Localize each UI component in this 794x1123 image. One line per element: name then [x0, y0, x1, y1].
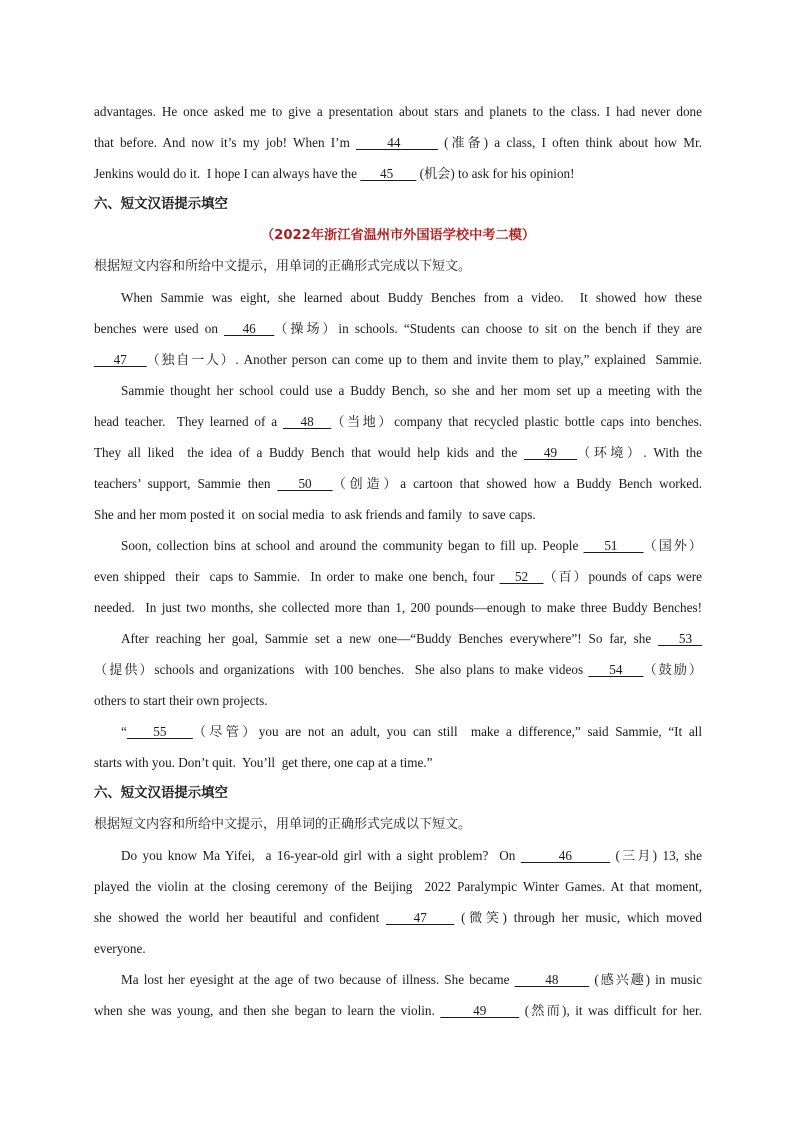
text-line — [94, 96, 702, 127]
text-line — [94, 375, 702, 406]
text-line — [94, 623, 702, 654]
answer-blank[interactable]: 46 — [224, 321, 275, 336]
text-run: （创造）a cartoon that showed how a Buddy Bench worked. — [332, 476, 702, 491]
text-line — [94, 220, 702, 251]
text-run: She and her mom posted it on social media to ask friends and family to save caps. — [94, 507, 536, 522]
text-line — [94, 251, 702, 282]
text-line — [94, 592, 702, 623]
text-line — [94, 995, 702, 1026]
text-run: starts with you. Don’t quit. You’ll get there, one cap at a time.” — [94, 755, 433, 770]
text-run: “ — [121, 724, 127, 739]
answer-blank[interactable]: 50 — [277, 476, 333, 491]
text-run: she showed the world her beautiful and confident — [94, 910, 387, 925]
text-run: (机会) to ask for his opinion! — [416, 166, 575, 181]
text-run: 根据短文内容和所给中文提示，用单词的正确形式完成以下短文。 — [94, 259, 472, 274]
text-run: advantages. He once asked me to give a presentation about stars and planets to the class. I had never done — [94, 104, 702, 119]
text-run: When Sammie was eight, she learned about Buddy Benches from a video. It showed how these — [121, 290, 702, 305]
text-line — [94, 406, 702, 437]
text-line — [94, 561, 702, 592]
text-line — [94, 530, 702, 561]
text-run: 六、短文汉语提示填空 — [94, 197, 228, 212]
text-line — [94, 902, 702, 933]
text-run: （尽管）you are not an adult, you can still make a difference,” said Sammie, “It all — [192, 724, 702, 739]
text-run: They all liked the idea of a Buddy Bench that would help kids and the — [94, 445, 524, 460]
document-body — [94, 96, 702, 1026]
text-run: （独自一人）. Another person can come up to them and invite them to play,” explained Sammie. — [146, 352, 702, 367]
text-line — [94, 809, 702, 840]
text-run: (三月) 13, she — [610, 848, 702, 863]
answer-blank[interactable]: 47 — [94, 352, 147, 367]
text-line — [94, 871, 702, 902]
text-run: （国外） — [643, 538, 702, 553]
text-run: （当地）company that recycled plastic bottle caps into benches. — [331, 414, 702, 429]
text-line — [94, 685, 702, 716]
answer-blank[interactable]: 48 — [282, 414, 332, 429]
text-run: （操场）in schools. “Students can choose to sit on the bench if they are — [274, 321, 702, 336]
answer-blank[interactable]: 46 — [520, 848, 611, 863]
text-run: head teacher. They learned of a — [94, 414, 283, 429]
text-line — [94, 747, 702, 778]
answer-blank[interactable]: 49 — [440, 1003, 520, 1018]
text-line — [94, 964, 702, 995]
text-line — [94, 127, 702, 158]
answer-blank[interactable]: 55 — [126, 724, 193, 739]
text-run: (微笑) through her music, which moved — [454, 910, 702, 925]
text-line — [94, 282, 702, 313]
text-line — [94, 778, 702, 809]
answer-blank[interactable]: 54 — [588, 662, 644, 677]
text-run: Soon, collection bins at school and around the community began to fill up. People — [121, 538, 584, 553]
text-run: Jenkins would do it. I hope I can always have the — [94, 166, 361, 181]
text-run: Sammie thought her school could use a Buddy Bench, so she and her mom set up a meeting with the — [121, 383, 702, 398]
text-run: 六、短文汉语提示填空 — [94, 786, 228, 801]
text-run: 根据短文内容和所给中文提示，用单词的正确形式完成以下短文。 — [94, 817, 472, 832]
text-run: After reaching her goal, Sammie set a new one—“Buddy Benches everywhere”! So far, she — [121, 631, 659, 646]
text-run: Do you know Ma Yifei, a 16-year-old girl with a sight problem? On — [121, 848, 521, 863]
text-line — [94, 158, 702, 189]
text-run: teachers’ support, Sammie then — [94, 476, 278, 491]
text-line — [94, 437, 702, 468]
text-run: that before. And now it’s my job! When I’m — [94, 135, 357, 150]
text-run: (感兴趣) in music — [589, 972, 702, 987]
answer-blank[interactable]: 45 — [360, 166, 417, 181]
text-run: needed. In just two months, she collected more than 1, 200 pounds—enough to make three Buddy Benches! — [94, 600, 702, 615]
text-run: when she was young, and then she began to learn the violin. — [94, 1003, 441, 1018]
text-run: others to start their own projects. — [94, 693, 268, 708]
answer-blank[interactable]: 52 — [499, 569, 544, 584]
text-run: （提供）schools and organizations with 100 benches. She also plans to make videos — [94, 662, 589, 677]
text-run: played the violin at the closing ceremony of the Beijing 2022 Paralympic Winter Games. At that moment, — [94, 879, 702, 894]
answer-blank[interactable]: 48 — [514, 972, 590, 987]
text-line — [94, 468, 702, 499]
answer-blank[interactable]: 49 — [523, 445, 578, 460]
text-run: (准备) a class, I often think about how Mr. — [437, 135, 702, 150]
answer-blank[interactable]: 53 — [658, 631, 702, 646]
text-run: （环境）. With the — [577, 445, 702, 460]
text-line — [94, 654, 702, 685]
text-line — [94, 344, 702, 375]
text-run: everyone. — [94, 941, 146, 956]
text-line — [94, 499, 702, 530]
answer-blank[interactable]: 47 — [386, 910, 455, 925]
text-line — [94, 933, 702, 964]
text-line — [94, 840, 702, 871]
text-run: （鼓励） — [643, 662, 702, 677]
text-run: （百）pounds of caps were — [543, 569, 702, 584]
answer-blank[interactable]: 44 — [356, 135, 438, 150]
text-run: even shipped their caps to Sammie. In order to make one bench, four — [94, 569, 500, 584]
text-line — [94, 716, 702, 747]
text-run: (然而), it was difficult for her. — [519, 1003, 702, 1018]
text-run: Ma lost her eyesight at the age of two because of illness. She became — [121, 972, 515, 987]
text-line — [94, 189, 702, 220]
text-line — [94, 313, 702, 344]
text-run: benches were used on — [94, 321, 225, 336]
text-run: （2022年浙江省温州市外国语学校中考二模） — [260, 228, 536, 243]
answer-blank[interactable]: 51 — [583, 538, 644, 553]
